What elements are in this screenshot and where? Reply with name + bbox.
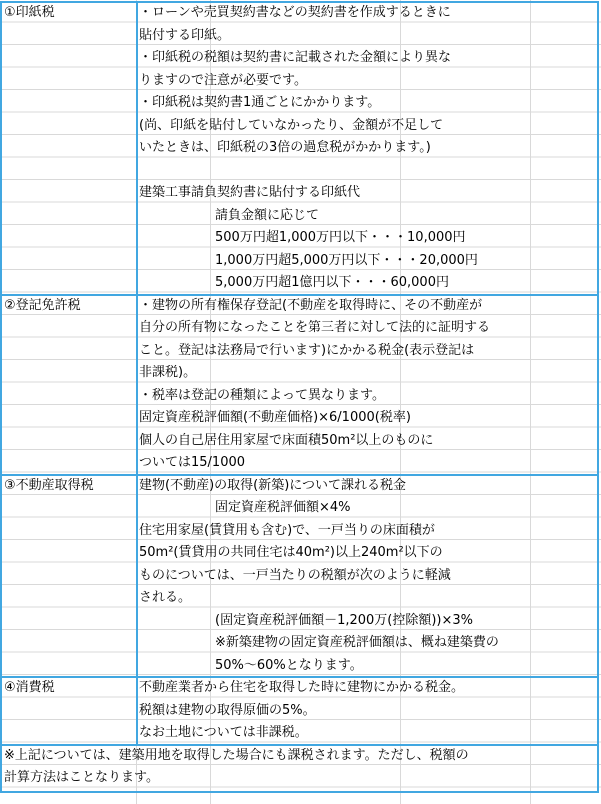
section-title: ②登記免許税 bbox=[4, 297, 81, 313]
section-line: 5,000万円超1億円以下・・・60,000円 bbox=[215, 275, 449, 290]
section-line: こと。登記は法務局で行います)にかかる税金(表示登記は bbox=[139, 342, 475, 358]
section-line: 建物(不動産)の取得(新築)について課れる税金 bbox=[139, 477, 407, 493]
section-title: ④消費税 bbox=[4, 680, 55, 695]
section-line: ※新築建物の固定資産税評価額は、概ね建築費の bbox=[215, 635, 499, 650]
section-line: 税額は建物の取得原価の5%。 bbox=[139, 702, 316, 718]
section-line: ・税率は登記の種類によって異なります。 bbox=[139, 387, 385, 403]
section-line: ついては15/1000 bbox=[139, 455, 246, 470]
section-line: ものについては、一戸当たりの税額が次のように軽減 bbox=[139, 567, 451, 583]
section-name-cell bbox=[0, 294, 138, 476]
note-line: 計算方法はことなります。 bbox=[4, 770, 159, 785]
section-line: ・印紙税の税額は契約書に記載された金額により異な bbox=[139, 50, 452, 65]
note-line: ※上記については、建築用地を取得した場合にも課税されます。ただし、税額の bbox=[4, 747, 469, 763]
section-line: 自分の所有物になったことを第三者に対して法的に証明する bbox=[139, 320, 491, 335]
section-line: りますので注意が必要です。 bbox=[139, 72, 307, 88]
section-line: 固定資産税評価額×4% bbox=[215, 500, 351, 515]
section-title: ①印紙税 bbox=[4, 5, 55, 20]
section-line: 非課税)。 bbox=[139, 365, 197, 380]
section-line: 請負金額に応じて bbox=[215, 207, 320, 223]
section-line: ・建物の所有権保存登記(不動産を取得時に、その不動産が bbox=[139, 297, 483, 313]
section-line: ・ローンや売買契約書などの契約書を作成するときに bbox=[139, 5, 451, 20]
section-line: 建築工事請負契約書に貼付する印紙代 bbox=[139, 185, 361, 200]
section-line: (尚、印紙を貼付していなかったり、金額が不足して bbox=[139, 117, 444, 133]
section-line: 50%～60%となります。 bbox=[215, 657, 363, 673]
section-name-cell bbox=[0, 1, 138, 296]
section-line: 500万円超1,000万円以下・・・10,000円 bbox=[215, 230, 466, 245]
section-line: ・印紙税は契約書1通ごとにかかります。 bbox=[139, 95, 381, 110]
section-line: 50m²(賃貸用の共同住宅は40m²)以上240m²以下の bbox=[139, 545, 443, 560]
section-line: 個人の自己居住用家屋で床面積50m²以上のものに bbox=[139, 432, 434, 448]
section-line: される。 bbox=[139, 590, 192, 605]
section-line: 不動産業者から住宅を取得した時に建物にかかる税金。 bbox=[139, 680, 465, 695]
section-name-cell bbox=[0, 474, 138, 679]
section-line: 1,000万円超5,000万円以下・・・20,000円 bbox=[215, 252, 478, 268]
section-line: 貼付する印紙。 bbox=[139, 27, 231, 43]
section-line: 固定資産税評価額(不動産価格)×6/1000(税率) bbox=[139, 410, 411, 425]
section-line: なお土地については非課税。 bbox=[139, 725, 308, 740]
section-line: いたときは、印紙税の3倍の過怠税がかかります。) bbox=[139, 140, 431, 155]
section-line: (固定資産税評価額－1,200万(控除額))×3% bbox=[215, 612, 474, 628]
section-line: 住宅用家屋(賃貸用も含む)で、一戸当りの床面積が bbox=[139, 522, 435, 538]
section-title: ③不動産取得税 bbox=[4, 477, 94, 493]
